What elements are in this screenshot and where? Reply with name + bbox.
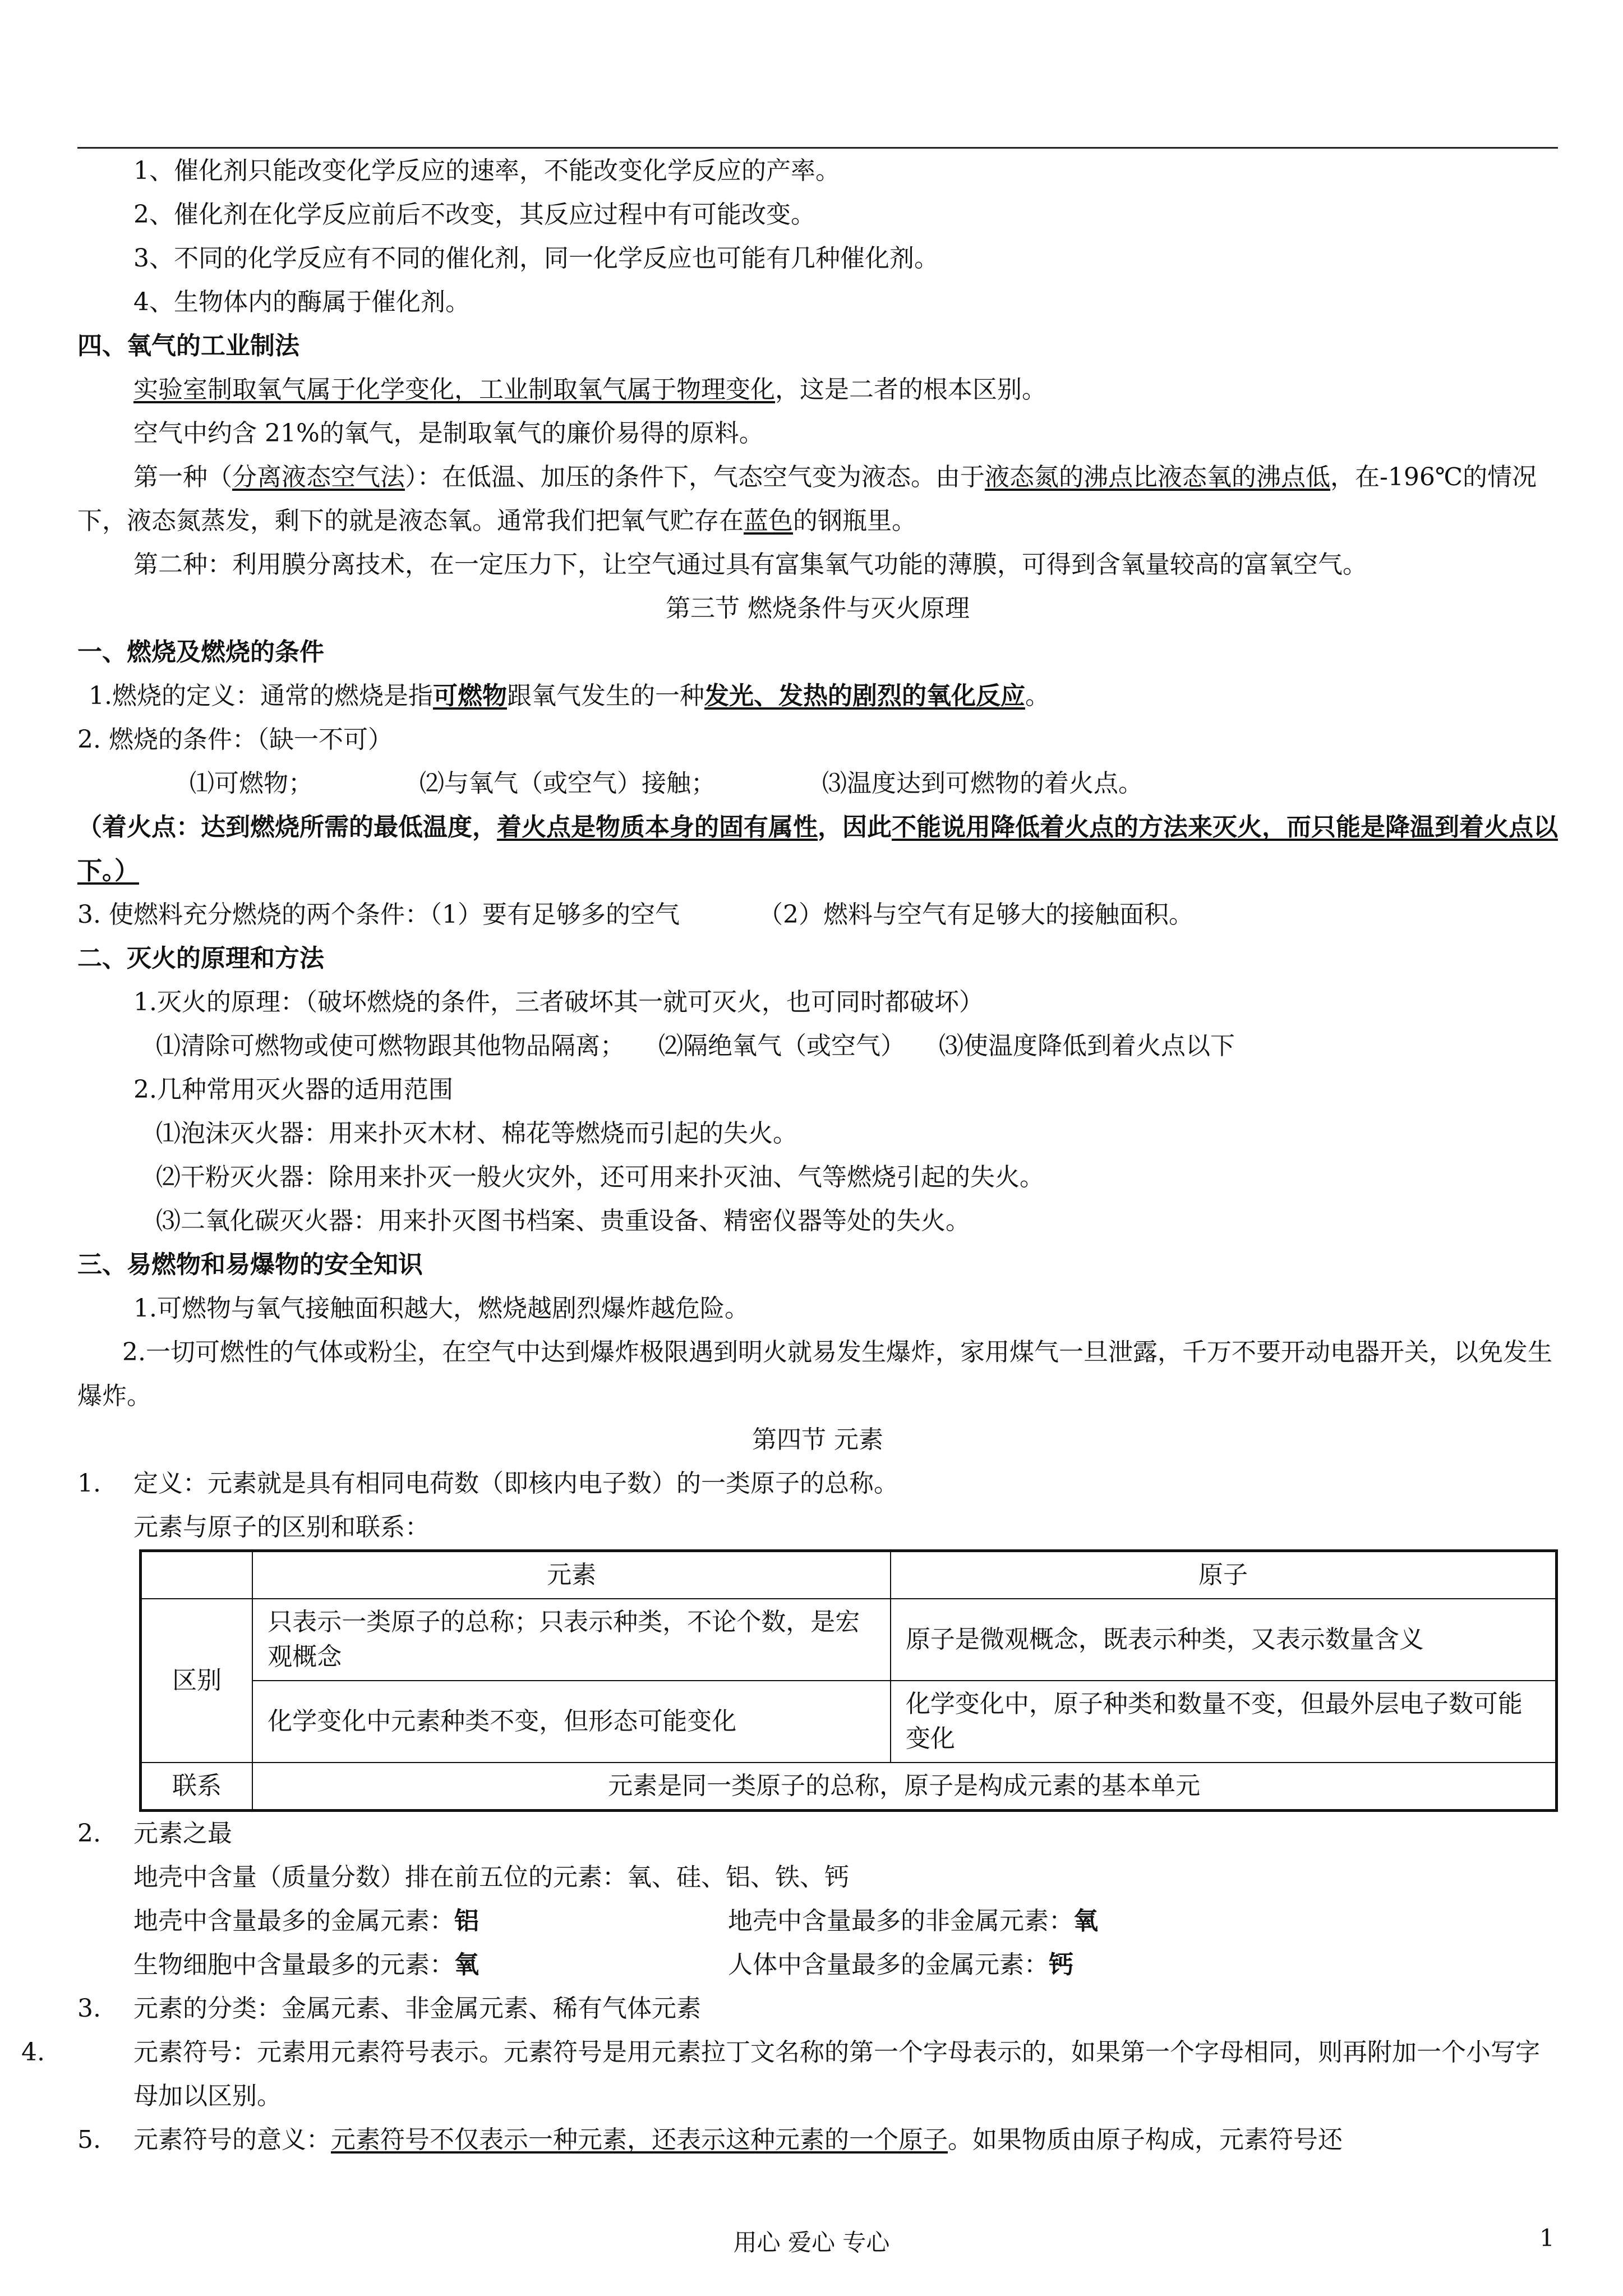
method-list [77, 1024, 1558, 1068]
underlined-text: 蓝色 [744, 507, 793, 535]
section-heading-oxygen-industrial: 四、氧气的工业制法 [77, 332, 299, 360]
text: 1.燃烧的定义：通常的燃烧是指 [89, 682, 433, 710]
fact-row [77, 1943, 1558, 1987]
numbered-item [77, 1812, 1558, 1856]
text: 跟氧气发生的一种 [506, 682, 704, 710]
table-cell: 只表示一类原子的总称；只表示种类，不论个数，是宏观概念 [252, 1599, 891, 1681]
catalyst-note: 2、催化剂在化学反应前后不改变，其反应过程中有可能改变。 [133, 200, 815, 229]
table-header-element: 元素 [252, 1551, 891, 1599]
paragraph: 地壳中含量（质量分数）排在前五位的元素：氧、硅、铝、铁、钙 [133, 1863, 849, 1892]
text: ，因此 [818, 813, 892, 841]
table-cell: 原子是微观概念，既表示种类，又表示数量含义 [891, 1599, 1557, 1681]
fact-value: 氧 [1073, 1907, 1098, 1935]
paragraph: 1.可燃物与氧气接触面积越大，燃烧越剧烈爆炸越危险。 [133, 1294, 749, 1323]
extinguisher-item: ⑴泡沫灭火器：用来扑灭木材、棉花等燃烧而引起的失火。 [156, 1119, 797, 1148]
underlined-text: 可燃物 [432, 682, 507, 710]
text: 元素的分类：金属元素、非金属元素、稀有气体元素 [133, 1994, 701, 2023]
underlined-text: 实验室制取氧气属于化学变化，工业制取氧气属于物理变化 [133, 375, 775, 404]
section-heading-combustion: 一、燃烧及燃烧的条件 [77, 638, 324, 666]
numbered-item [77, 2118, 1558, 2162]
ignition-point-note [77, 806, 1558, 893]
extinguisher-item: ⑵干粉灭火器：除用来扑灭一般火灾外，还可用来扑灭油、气等燃烧引起的失火。 [156, 1163, 1044, 1191]
section-heading-safety: 三、易燃物和易爆物的安全知识 [77, 1250, 423, 1279]
catalyst-note: 3、不同的化学反应有不同的催化剂，同一化学反应也可能有几种催化剂。 [133, 244, 939, 273]
paragraph [77, 674, 1558, 718]
underlined-text: 发光、发热的剧烈的氧化反应 [704, 682, 1025, 710]
page-content [21, 149, 1558, 2162]
condition-list [77, 762, 1558, 806]
text: （2）燃料与空气有足够大的接触面积。 [758, 900, 1193, 929]
fact-label: 生物细胞中含量最多的元素： [133, 1950, 454, 1979]
section-title: 第三节 燃烧条件与灭火原理 [666, 594, 970, 623]
fact-label: 人体中含量最多的金属元素： [728, 1950, 1049, 1979]
fact-label: 地壳中含量最多的金属元素： [133, 1907, 454, 1935]
table-row-label: 联系 [141, 1763, 253, 1811]
numbered-item [77, 1462, 1558, 1506]
method-item: ⑵隔绝氧气（或空气） [658, 1032, 905, 1060]
text: 元素符号的意义： [133, 2125, 331, 2154]
paragraph: 2.一切可燃性的气体或粉尘，在空气中达到爆炸极限遇到明火就易发生爆炸，家用煤气一旦泄露，千万不要开动电器开关，以免发生爆炸。 [77, 1338, 1552, 1410]
condition-item: ⑵与氧气（或空气）接触； [419, 769, 716, 798]
item-number: 2. [77, 1819, 101, 1848]
fact-value: 铝 [454, 1907, 479, 1935]
numbered-item [21, 2031, 1558, 2118]
underlined-text: 分离液态空气法 [232, 463, 405, 491]
header-rule [77, 147, 1558, 149]
paragraph [77, 893, 1558, 937]
page-footer: 用心 爱心 专心 [733, 2229, 890, 2256]
table-header-atom: 原子 [891, 1551, 1557, 1599]
method-item: ⑶使温度降低到着火点以下 [939, 1032, 1235, 1060]
item-number: 1. [77, 1469, 101, 1498]
table-cell: 元素是同一类原子的总称，原子是构成元素的基本单元 [252, 1763, 1556, 1811]
paragraph [77, 368, 1558, 412]
fact-row [77, 1899, 1558, 1943]
paragraph [77, 455, 1558, 543]
numbered-item [77, 1987, 1558, 2031]
table-cell: 化学变化中，原子种类和数量不变，但最外层电子数可能变化 [891, 1681, 1557, 1763]
item-number: 3. [77, 1994, 101, 2023]
text: （着火点：达到燃烧所需的最低温度， [77, 813, 497, 841]
paragraph: 第二种：利用膜分离技术，在一定压力下，让空气通过具有富集氧气功能的薄膜，可得到含氧量较高的富氧空气。 [133, 550, 1367, 579]
table-cell [141, 1551, 253, 1599]
fact-value: 钙 [1049, 1950, 1073, 1979]
text: 。 [1025, 682, 1050, 710]
text: 的钢瓶里。 [793, 507, 916, 535]
table-cell: 化学变化中元素种类不变，但形态可能变化 [252, 1681, 891, 1763]
item-number: 4. [21, 2038, 45, 2067]
text: 定义：元素就是具有相同电荷数（即核内电子数）的一类原子的总称。 [133, 1469, 898, 1498]
fact-label: 地壳中含量最多的非金属元素： [728, 1907, 1073, 1935]
text: 元素之最 [133, 1819, 232, 1848]
condition-item: ⑶温度达到可燃物的着火点。 [822, 769, 1143, 798]
underlined-text: 着火点是物质本身的固有属性 [497, 813, 818, 841]
element-atom-table [139, 1549, 1558, 1812]
text: 第一种（ [133, 463, 232, 491]
paragraph: 1.灭火的原理：（破坏燃烧的条件，三者破坏其一就可灭火，也可同时都破坏） [133, 988, 984, 1016]
text: 。如果物质由原子构成，元素符号还 [948, 2125, 1343, 2154]
page-number: 1 [1539, 2224, 1555, 2252]
catalyst-note: 1、催化剂只能改变化学反应的速率，不能改变化学反应的产率。 [133, 157, 840, 185]
text: ）：在低温、加压的条件下，气态空气变为液态。由于 [405, 463, 985, 491]
underlined-text: 元素符号不仅表示一种元素，还表示这种元素的一个原子 [331, 2125, 948, 2154]
item-number: 5. [77, 2125, 101, 2154]
condition-item: ⑴可燃物； [190, 769, 313, 798]
fact-value: 氧 [454, 1950, 479, 1979]
paragraph: 元素与原子的区别和联系： [133, 1513, 430, 1542]
text: ，在-196℃的情况下，液态氮蒸发，剩下的就是液态氧。通常我们把氧气贮存在 [77, 463, 1537, 535]
section-title: 第四节 元素 [752, 1425, 883, 1454]
text: 元素符号：元素用元素符号表示。元素符号是用元素拉丁文名称的第一个字母表示的，如果第一个字母相同，则再附加一个小写字母加以区别。 [133, 2038, 1540, 2110]
text: ，这是二者的根本区别。 [775, 375, 1046, 404]
paragraph: 2. 燃烧的条件：（缺一不可） [77, 725, 393, 754]
paragraph: 2.几种常用灭火器的适用范围 [133, 1075, 453, 1104]
table-row-label: 区别 [141, 1599, 253, 1763]
section-heading-extinguish: 二、灭火的原理和方法 [77, 944, 324, 973]
method-item: ⑴清除可燃物或使可燃物跟其他物品隔离； [156, 1032, 625, 1060]
underlined-text: 不能说用降低着火点的方法来灭火，而只能是降温到着火点以下。） [77, 813, 1558, 885]
extinguisher-item: ⑶二氧化碳灭火器：用来扑灭图书档案、贵重设备、精密仪器等处的失火。 [156, 1207, 970, 1235]
catalyst-note: 4、生物体内的酶属于催化剂。 [133, 288, 470, 316]
text: 3. 使燃料充分燃烧的两个条件：（1）要有足够多的空气 [77, 900, 680, 929]
paragraph: 空气中约含 21%的氧气，是制取氧气的廉价易得的原料。 [133, 419, 764, 448]
underlined-text: 液态氮的沸点比液态氧的沸点低 [985, 463, 1330, 491]
